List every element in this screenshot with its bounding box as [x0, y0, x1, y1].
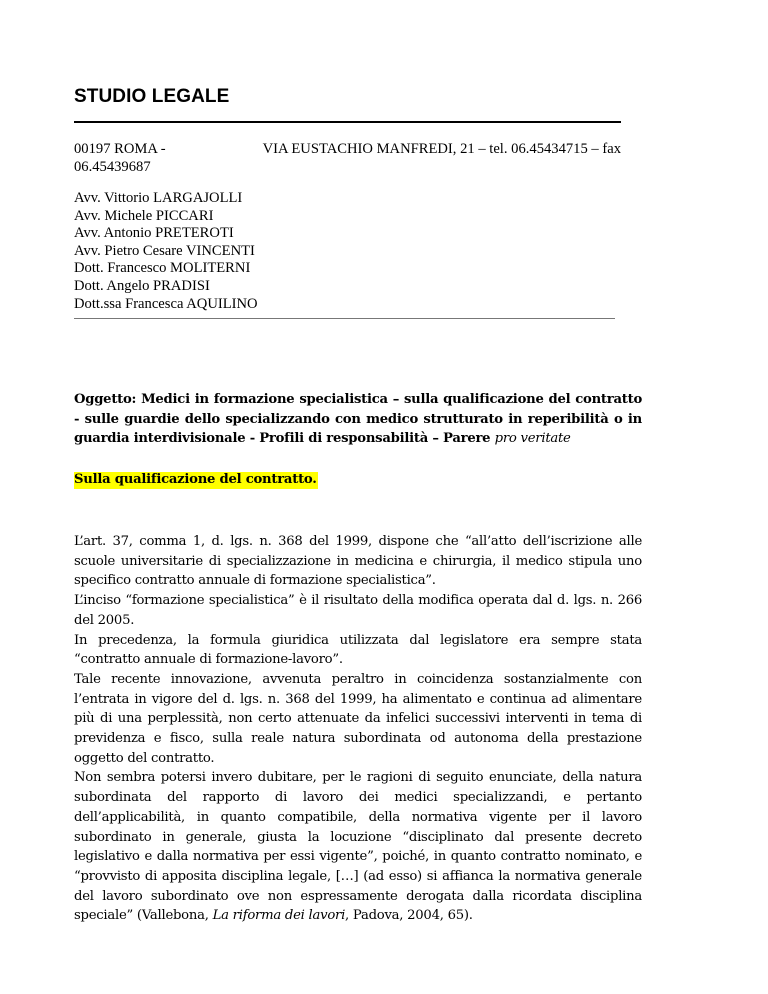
paragraph: L’art. 37, comma 1, d. lgs. n. 368 del 1999, dispone che “all’atto dell’iscrizione alle scuole universitarie di specializzazione in medicina e chirurgia, il medico stipula uno specifico contratto annuale di formazione specialistica”.	[74, 534, 642, 589]
staff-member: Avv. Pietro Cesare VINCENTI	[74, 242, 255, 259]
section-heading	[74, 470, 318, 490]
subject-text: Oggetto: Medici in formazione specialistica – sulla qualificazione del contratto - sulle guardie dello specializzando con medico strutturato in reperibilità o in guardia interdivisionale - Profili di responsabilità – Parere	[74, 392, 642, 447]
staff-member: Avv. Michele PICCARI	[74, 207, 214, 224]
subject-line	[74, 390, 642, 449]
paragraph: In precedenza, la formula giuridica utilizzata dal legislatore era sempre stata “contratto annuale di formazione-lavoro”.	[74, 632, 642, 668]
address-city: 00197 ROMA -	[74, 141, 166, 157]
paragraph-text-end: , Padova, 2004, 65).	[345, 908, 473, 924]
paragraph: L’inciso “formazione specialistica” è il risultato della modifica operata dal d. lgs. n. 266 del 2005.	[74, 593, 642, 628]
staff-member: Avv. Vittorio LARGAJOLLI	[74, 190, 243, 206]
address-fax: 06.45439687	[74, 159, 151, 175]
firm-address	[74, 140, 621, 176]
address-street-phone: VIA EUSTACHIO MANFREDI, 21 – tel. 06.45434715 – fax	[262, 141, 621, 157]
staff-member: Dott.ssa Francesca AQUILINO	[74, 295, 258, 312]
paragraph-text: Non sembra potersi invero dubitare, per le ragioni di seguito enunciate, della natura subordinata del rapporto di lavoro dei medici specializzandi, e pertanto dell’applicabilità, in quanto compatibile, della normativa vigente per il lavoro subordinato in generale, giusta la locuzione “disciplinato dal presente decreto legislativo e dalla normativa per essi vigente”, poiché, in quanto contratto nominato, e “provvisto di apposita disciplina legale, […] (ad esso) si affianca la normativa generale del lavoro subordinato ove non espressamente derogata dalla ricordata disciplina speciale” (Vallebona,	[74, 770, 642, 924]
highlighted-heading: Sulla qualificazione del contratto.	[74, 472, 317, 487]
subject-italic: pro veritate	[494, 431, 571, 447]
paragraph: Tale recente innovazione, avvenuta peraltro in coincidenza sostanzialmente con l’entrata in vigore del d. lgs. n. 368 del 1999, ha alimentato e continua ad alimentare più di una perplessità, non certo attenuate da infelici successivi interventi in tema di previdenza e fisco, sulla reale natura subordinata od autonoma della prestazione oggetto del contratto.	[74, 671, 642, 766]
staff-member: Dott. Francesco MOLITERNI	[74, 260, 251, 277]
staff-member: Dott. Angelo PRADISI	[74, 277, 210, 294]
firm-title: STUDIO LEGALE	[74, 86, 230, 107]
staff-list	[74, 190, 621, 313]
citation-title: La riforma dei lavori	[212, 908, 346, 924]
body-paragraphs	[74, 532, 642, 926]
staff-member: Avv. Antonio PRETEROTI	[74, 225, 234, 242]
staff-divider	[74, 318, 615, 319]
paragraph-last	[74, 768, 642, 926]
header-divider	[74, 121, 621, 123]
